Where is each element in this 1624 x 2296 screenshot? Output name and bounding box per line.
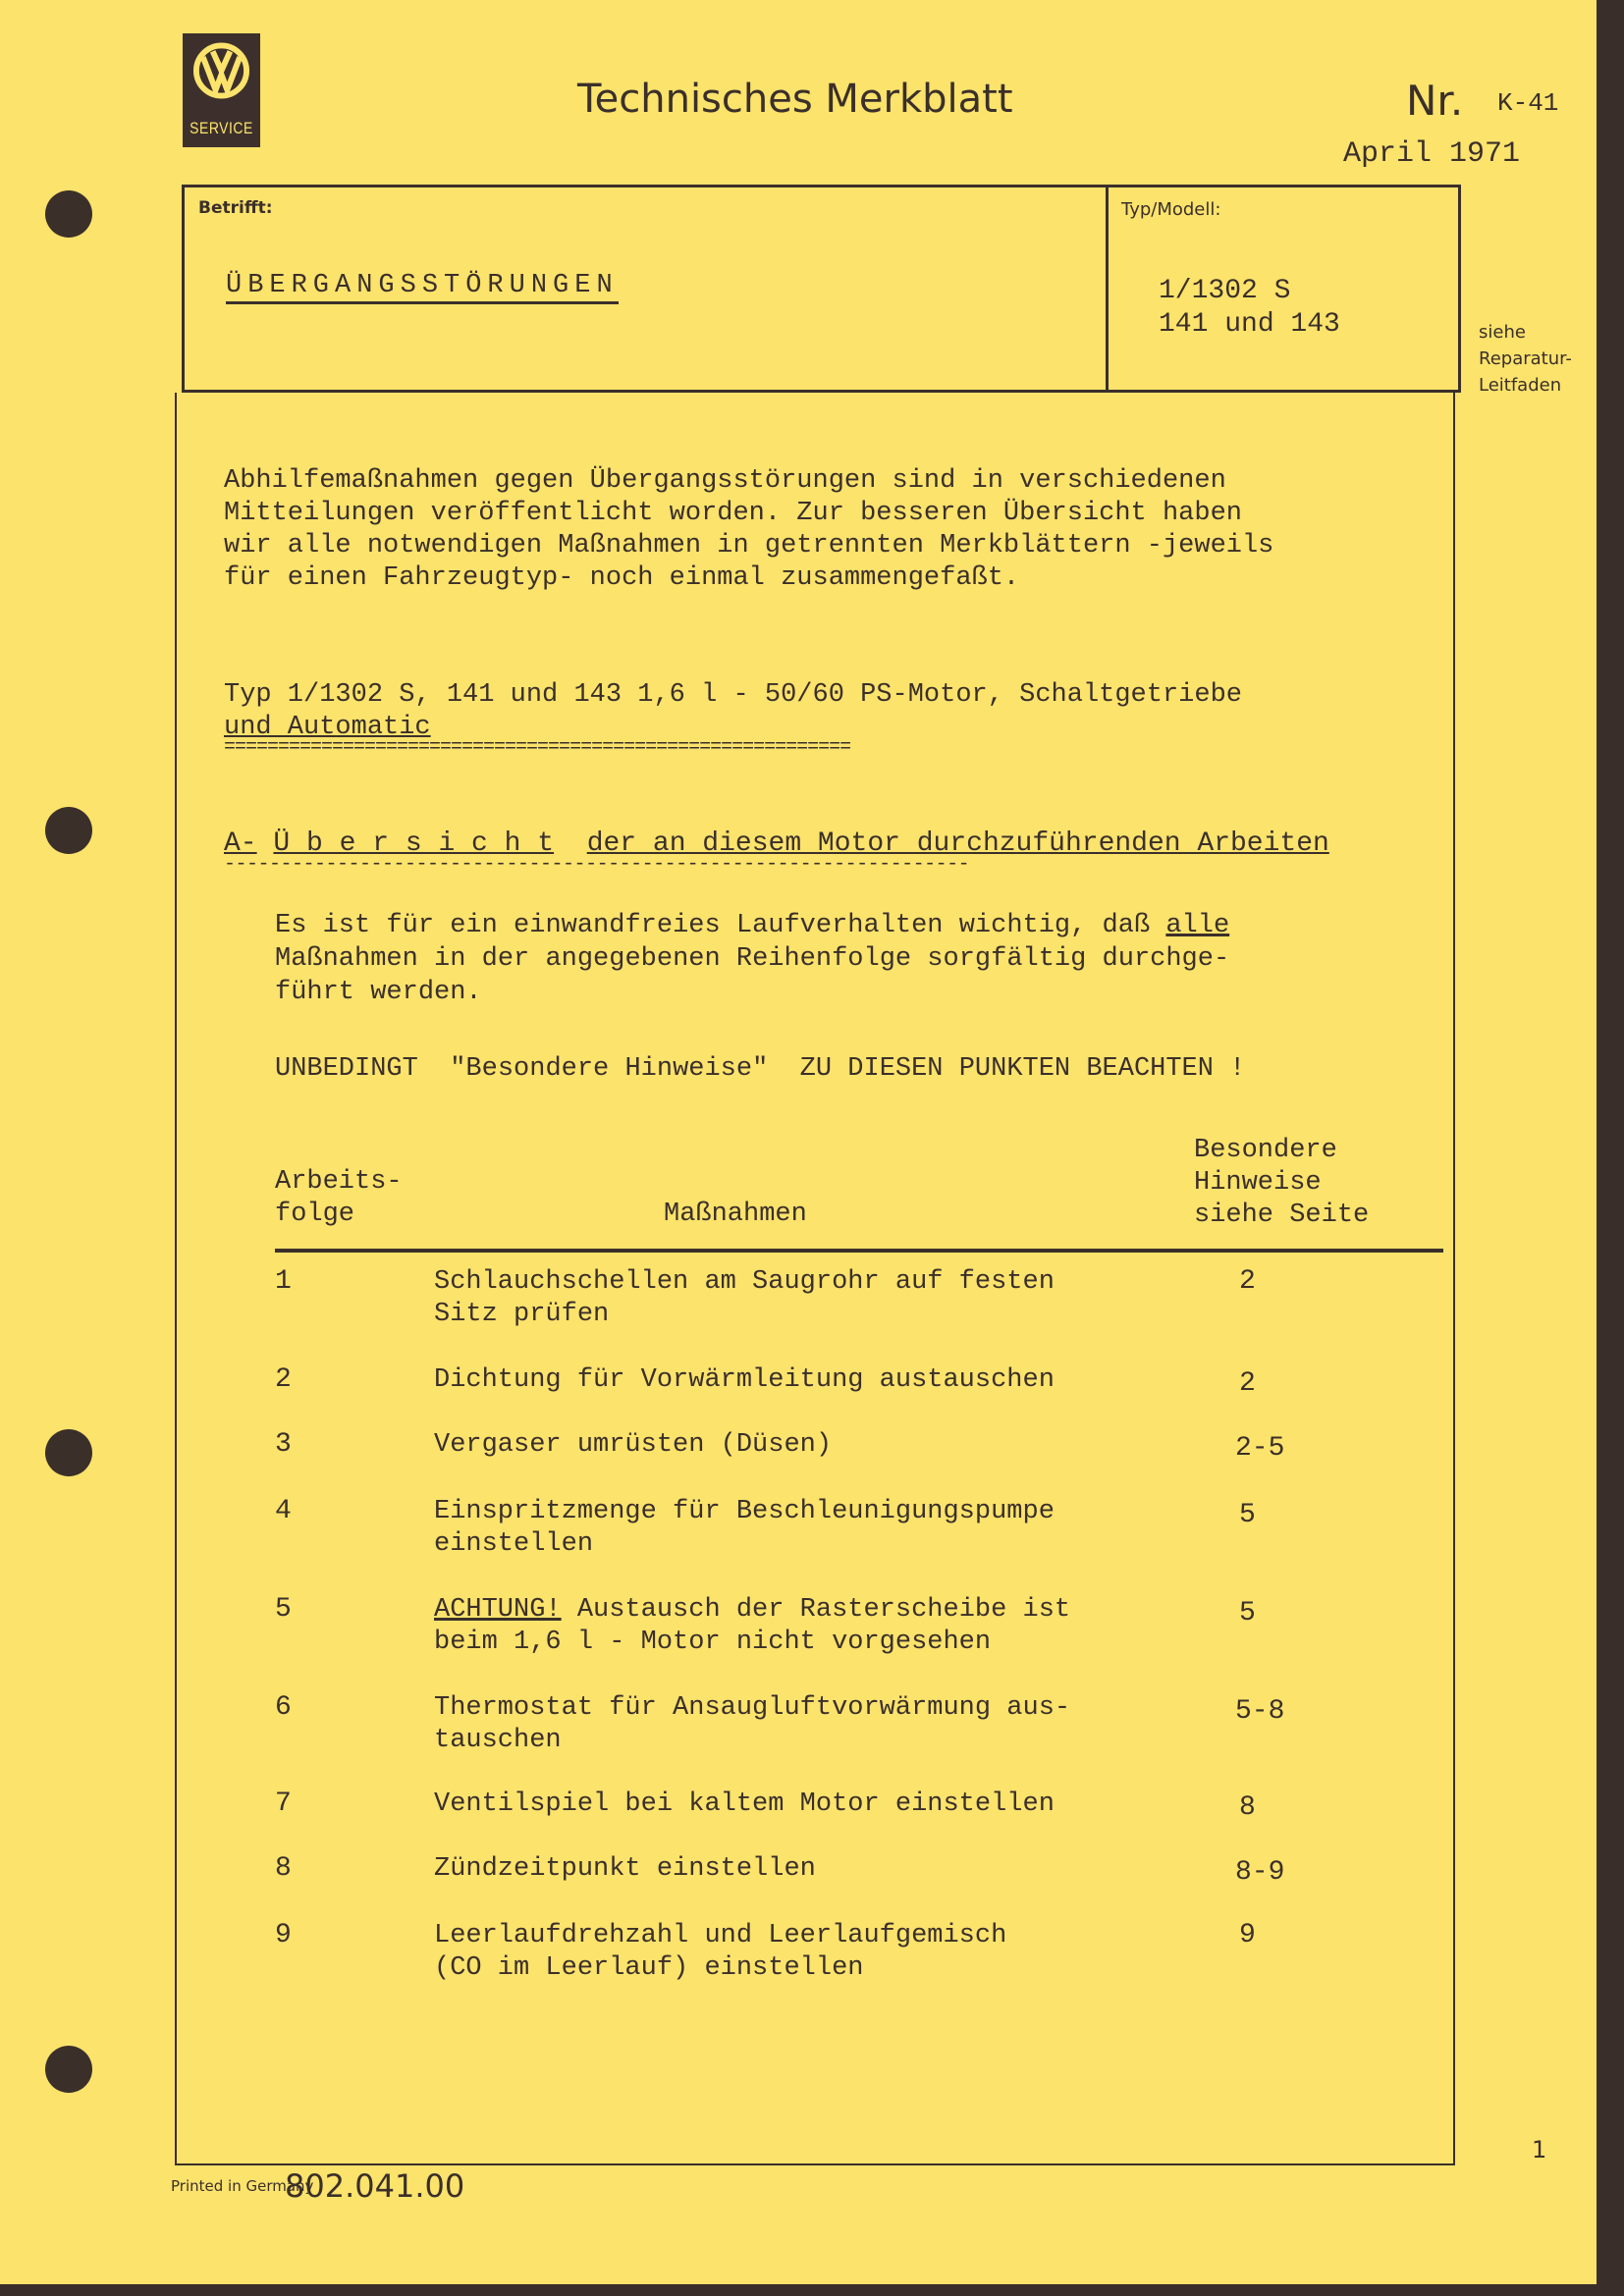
notice-text: Es ist für ein einwandfreies Laufverhalten wichtig, daß bbox=[275, 911, 1166, 940]
subject-box-divider bbox=[1106, 185, 1109, 393]
form-code: 802.041.00 bbox=[285, 2167, 465, 2205]
row-text: Zündzeitpunkt einstellen bbox=[434, 1854, 816, 1884]
side-note-line: Reparatur- bbox=[1479, 348, 1572, 369]
section-subtitle: der an diesem Motor durchzuführenden Arbeiten bbox=[586, 828, 1329, 859]
number-label: Nr. bbox=[1406, 77, 1464, 125]
type-heading-line2: und Automatic bbox=[224, 713, 431, 742]
logo-service-text: SERVICE bbox=[189, 118, 253, 137]
row-number: 3 bbox=[275, 1429, 292, 1460]
row-text: Leerlaufdrehzahl und Leerlaufgemisch (CO im Leerlauf) einstellen bbox=[434, 1921, 1007, 1983]
printed-in-germany: Printed in Germany bbox=[171, 2177, 314, 2195]
row-number: 7 bbox=[275, 1789, 292, 1819]
row-page: 5-8 bbox=[1235, 1696, 1285, 1727]
row-page: 8 bbox=[1239, 1792, 1256, 1823]
frame-right-border bbox=[1453, 393, 1455, 2165]
type-heading bbox=[224, 679, 1242, 744]
side-note bbox=[1479, 319, 1572, 399]
row-number: 8 bbox=[275, 1853, 292, 1884]
typ-modell-value: 1/1302 S 141 und 143 bbox=[1159, 276, 1340, 340]
typ-modell-label: Typ/Modell: bbox=[1121, 199, 1221, 220]
double-rule: ========================================================== bbox=[224, 736, 851, 759]
document-date: April 1971 bbox=[1343, 137, 1521, 171]
column-header-hinweise: Besondere Hinweise siehe Seite bbox=[1194, 1136, 1370, 1230]
punch-hole bbox=[45, 2046, 92, 2093]
row-text: Dichtung für Vorwärmleitung austauschen bbox=[434, 1365, 1055, 1395]
notice-emphasis: alle bbox=[1165, 911, 1230, 940]
intro-paragraph: Abhilfemaßnahmen gegen Übergangsstörungen sind in verschiedenen Mitteilungen veröffentlicht worden. Zur besseren Übersicht haben wir alle notwendigen Maßnahmen in getrennten Merkblättern -jeweils für einen Fahrzeugtyp- noch einmal zusammengefaßt. bbox=[224, 466, 1274, 593]
row-number: 9 bbox=[275, 1920, 292, 1950]
row-text-content: Austausch der Rasterscheibe ist beim 1,6 l - Motor nicht vorgesehen bbox=[434, 1595, 1071, 1657]
subject-title: ÜBERGANGSSTÖRUNGEN bbox=[226, 271, 619, 304]
dashed-rule: ------------------------------------------------------------------ bbox=[224, 853, 970, 876]
vw-logo-icon bbox=[192, 41, 250, 100]
row-number: 5 bbox=[275, 1594, 292, 1625]
row-page: 9 bbox=[1239, 1920, 1256, 1950]
row-text bbox=[434, 1594, 1070, 1659]
type-heading-line1: Typ 1/1302 S, 141 und 143 1,6 l - 50/60 PS-Motor, Schaltgetriebe bbox=[224, 680, 1242, 710]
row-text: Vergaser umrüsten (Düsen) bbox=[434, 1430, 833, 1460]
table-header-rule bbox=[275, 1249, 1443, 1253]
side-note-line: Leitfaden bbox=[1479, 375, 1562, 396]
document-title: Technisches Merkblatt bbox=[577, 77, 1013, 122]
row-page: 5 bbox=[1239, 1500, 1256, 1530]
row-page: 2 bbox=[1239, 1266, 1256, 1297]
row-page: 2 bbox=[1239, 1368, 1256, 1399]
row-text: Ventilspiel bei kaltem Motor einstellen bbox=[434, 1789, 1055, 1819]
section-prefix: A- bbox=[224, 828, 257, 859]
side-note-line: siehe bbox=[1479, 322, 1526, 343]
punch-hole bbox=[45, 807, 92, 854]
row-text: Einspritzmenge für Beschleunigungspumpe einstellen bbox=[434, 1497, 1055, 1559]
page-number: 1 bbox=[1532, 2136, 1547, 2163]
row-number: 6 bbox=[275, 1692, 292, 1723]
warning-line: UNBEDINGT "Besondere Hinweise" ZU DIESEN PUNKTEN BEACHTEN ! bbox=[275, 1054, 1246, 1084]
frame-left-border bbox=[175, 393, 177, 2163]
row-number: 2 bbox=[275, 1364, 292, 1395]
row-number: 1 bbox=[275, 1266, 292, 1297]
notice-text: Maßnahmen in der angegebenen Reihenfolge sorgfältig durchge- führt werden. bbox=[275, 944, 1230, 1007]
punch-hole bbox=[45, 190, 92, 238]
document-number: K-41 bbox=[1497, 88, 1559, 118]
achtung-label: ACHTUNG! bbox=[434, 1595, 562, 1625]
column-header-arbeitsfolge: Arbeits- folge bbox=[275, 1167, 403, 1229]
row-text: Thermostat für Ansaugluftvorwärmung aus- tauschen bbox=[434, 1693, 1071, 1755]
vw-service-logo bbox=[183, 33, 260, 147]
column-header-massnahmen: Maßnahmen bbox=[664, 1200, 807, 1229]
row-page: 2-5 bbox=[1235, 1433, 1285, 1464]
row-page: 8-9 bbox=[1235, 1857, 1285, 1888]
punch-hole bbox=[45, 1429, 92, 1476]
row-number: 4 bbox=[275, 1496, 292, 1526]
section-title: Ü b e r s i c h t bbox=[273, 828, 555, 859]
row-text: Schlauchschellen am Saugrohr auf festen Sitz prüfen bbox=[434, 1267, 1055, 1329]
row-page: 5 bbox=[1239, 1598, 1256, 1629]
betrifft-label: Betrifft: bbox=[198, 198, 273, 218]
notice-paragraph bbox=[275, 909, 1229, 1009]
frame-bottom-border bbox=[175, 2163, 1455, 2165]
